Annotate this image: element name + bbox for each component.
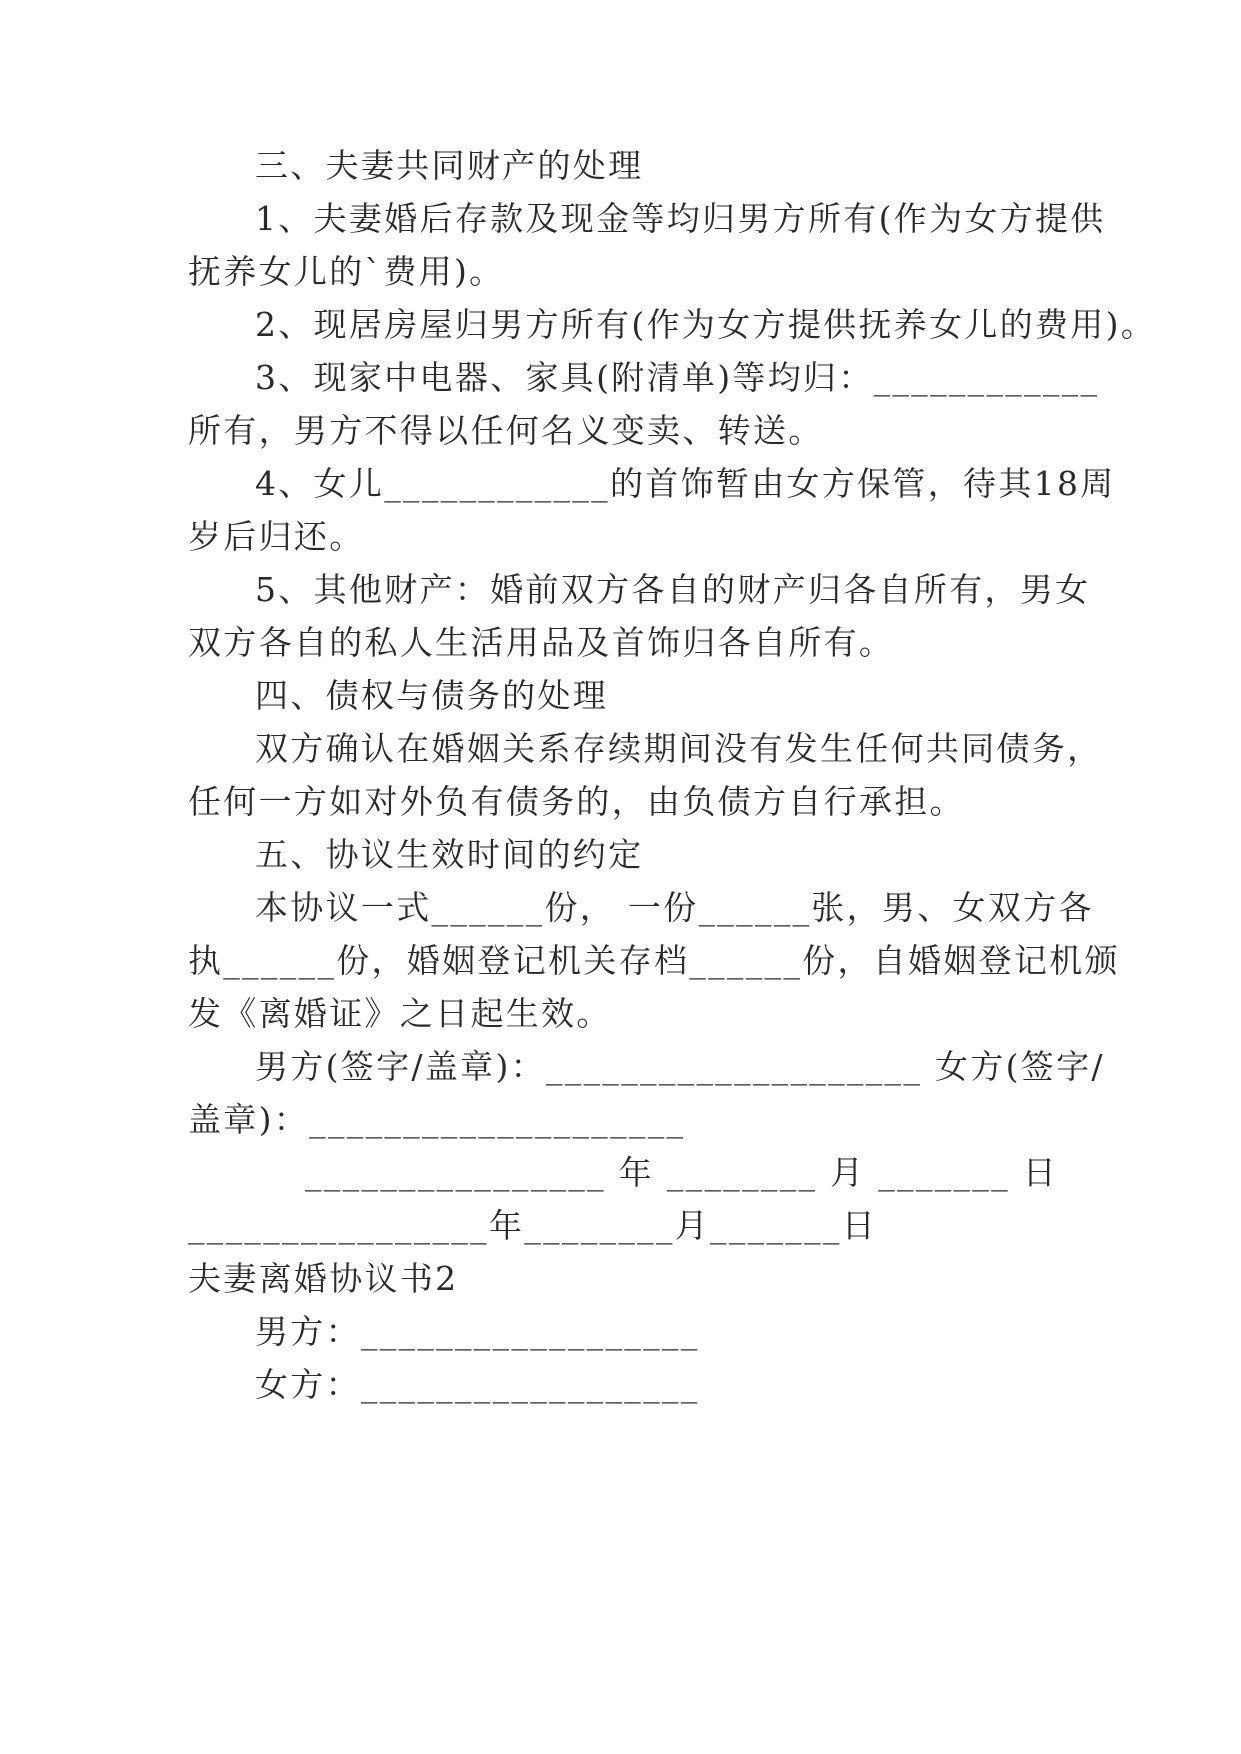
paragraph-line: 3、现家中电器、家具(附清单)等均归：____________ xyxy=(255,358,1100,397)
document-title: 夫妻离婚协议书2 xyxy=(188,1259,459,1298)
paragraph-line: 双方各自的私人生活用品及首饰归各自所有。 xyxy=(188,623,895,662)
section-heading: 四、债权与债务的处理 xyxy=(255,676,609,715)
paragraph-line: 抚养女儿的`费用)。 xyxy=(188,252,505,291)
signature-line: 盖章)：____________________ xyxy=(188,1100,686,1139)
paragraph-line: 1、夫妻婚后存款及现金等均归男方所有(作为女方提供 xyxy=(255,199,1106,238)
section-heading: 五、协议生效时间的约定 xyxy=(255,835,644,874)
paragraph-line: 岁后归还。 xyxy=(188,517,365,556)
paragraph-line: 双方确认在婚姻关系存续期间没有发生任何共同债务， xyxy=(255,729,1103,768)
paragraph-line: 2、现居房屋归男方所有(作为女方提供抚养女儿的费用)。 xyxy=(255,305,1157,344)
paragraph-line: 执______份，婚姻登记机关存档______份，自婚姻登记机颁 xyxy=(188,941,1120,980)
paragraph-line: 发《离婚证》之日起生效。 xyxy=(188,994,612,1033)
party-line-husband: 男方：__________________ xyxy=(255,1312,700,1351)
date-line: ________________ 年 ________ 月 _______ 日 xyxy=(305,1153,1059,1192)
paragraph-line: 本协议一式______份， 一份______张，男、女双方各 xyxy=(255,888,1094,927)
paragraph-line: 4、女儿____________的首饰暂由女方保管，待其18周 xyxy=(255,464,1116,503)
signature-line: 男方(签字/盖章)：____________________ 女方(签字/ xyxy=(255,1047,1105,1086)
party-line-wife: 女方：__________________ xyxy=(255,1365,700,1404)
date-line: ________________年________月_______日 xyxy=(188,1206,878,1245)
section-heading: 三、夫妻共同财产的处理 xyxy=(255,146,644,185)
paragraph-line: 5、其他财产：婚前双方各自的财产归各自所有，男女 xyxy=(255,570,1091,609)
paragraph-line: 任何一方如对外负有债务的，由负债方自行承担。 xyxy=(188,782,965,821)
paragraph-line: 所有，男方不得以任何名义变卖、转送。 xyxy=(188,411,824,450)
